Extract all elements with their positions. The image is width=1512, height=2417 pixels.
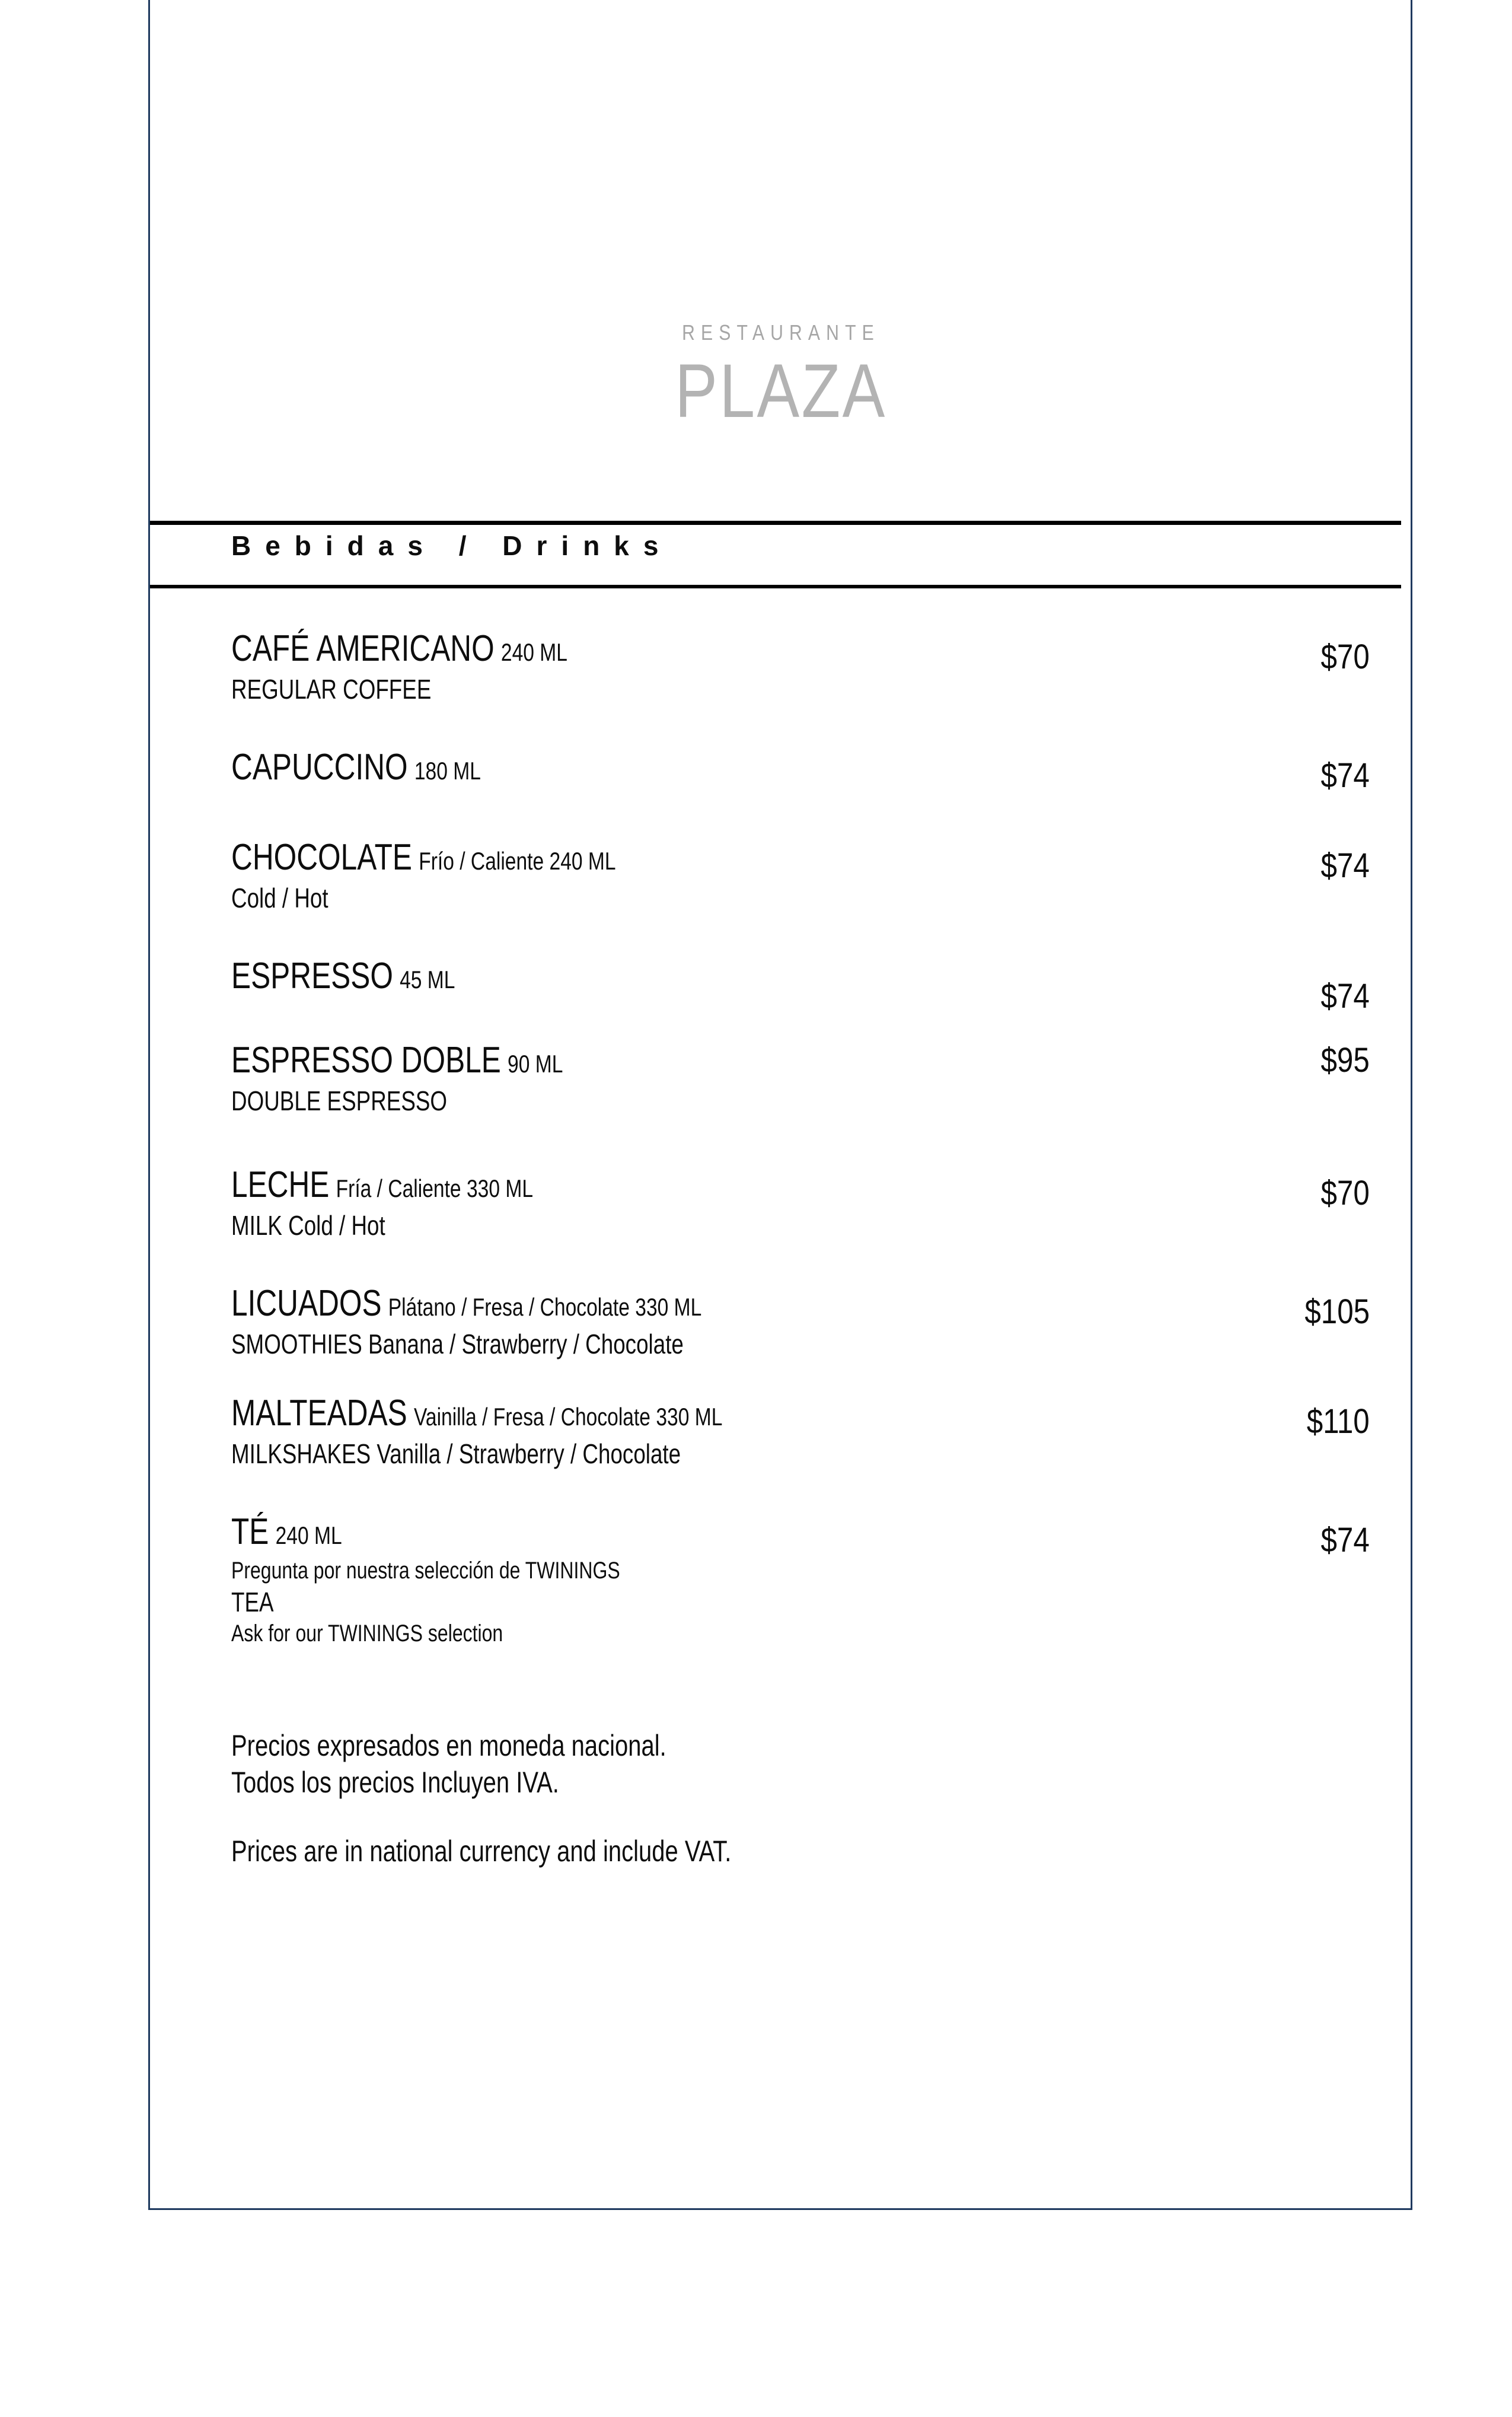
menu-item [231,747,1370,796]
item-title-line [231,956,1096,1000]
footer-line-en: Prices are in national currency and include VAT. [231,1835,732,1868]
section-title [231,527,672,565]
menu-list [231,629,1370,1690]
menu-item [231,629,1370,706]
menu-item-text [231,747,1312,791]
item-detail: Frío / Caliente 240 ML [419,847,616,875]
item-detail: 180 ML [414,757,481,785]
item-name: CAPUCCINO [231,747,408,788]
item-name: TÉ [231,1511,269,1552]
menu-item-text [231,629,1312,706]
item-title-line [231,747,1096,791]
item-price: $74 [1320,977,1370,1015]
item-subtitle: Pregunta por nuestra selección de TWININGS [231,1558,620,1584]
item-subtitle: MILKSHAKES Vanilla / Strawberry / Chocolate [231,1438,681,1469]
item-subtitle: DOUBLE ESPRESSO [231,1085,448,1116]
brand-tagline: RESTAURANTE [682,320,880,345]
item-name: ESPRESSO DOBLE [231,1040,501,1081]
brand-logo [149,319,1412,433]
item-price: $74 [1320,756,1370,795]
menu-item-text [231,1165,1312,1242]
item-price: $95 [1320,1041,1370,1079]
item-name: LICUADOS [231,1283,382,1324]
item-detail: Vainilla / Fresa / Chocolate 330 ML [413,1403,723,1431]
item-price: $105 [1304,1292,1370,1331]
item-subtitle: Cold / Hot [231,883,328,913]
section-rule-top [150,521,1401,525]
item-price: $74 [1320,846,1370,885]
item-name: CAFÉ AMERICANO [231,628,495,669]
item-detail: Plátano / Fresa / Chocolate 330 ML [388,1293,702,1321]
section-title-text: Bebidas / Drinks [231,530,673,561]
item-detail: 240 ML [500,638,567,666]
item-subtitle: SMOOTHIES Banana / Strawberry / Chocolate [231,1329,684,1359]
item-price: $74 [1320,1521,1370,1559]
item-title-line [231,629,1096,673]
item-price: $70 [1320,638,1370,676]
menu-item [231,1393,1370,1470]
item-title-line [231,1393,1083,1437]
menu-item [231,1040,1370,1117]
item-detail: Fría / Caliente 330 ML [336,1174,534,1202]
menu-item-text [231,1393,1296,1470]
footer-line-es-1: Precios expresados en moneda nacional. [231,1729,666,1762]
menu-item-text [231,837,1312,915]
item-subtitle: MILK Cold / Hot [231,1210,385,1241]
item-name: CHOCOLATE [231,837,412,878]
menu-item-text [231,956,1312,1000]
item-price: $110 [1306,1402,1370,1441]
item-price: $70 [1320,1174,1370,1212]
menu-item-text [231,1284,1293,1361]
menu-item [231,956,1370,1017]
footer-line-es-2: Todos los precios Incluyen IVA. [231,1766,559,1799]
menu-item-text [231,1040,1312,1117]
item-name: LECHE [231,1164,330,1205]
item-subtitle: REGULAR COFFEE [231,674,432,705]
menu-item [231,1512,1370,1648]
footer-note [231,1727,856,1870]
item-name: MALTEADAS [231,1393,407,1434]
item-detail: 90 ML [508,1050,563,1078]
item-title-line [231,1165,1096,1209]
item-title-line [231,1040,1096,1084]
menu-item [231,1165,1370,1242]
menu-item-text [231,1512,1312,1648]
item-title-line [231,837,1096,881]
item-detail: 240 ML [275,1521,342,1549]
item-detail: 45 ML [400,966,455,993]
item-subtitle: Ask for our TWININGS selection [231,1620,503,1647]
item-title-line [231,1284,1081,1327]
item-title-line [231,1512,1096,1556]
item-name: ESPRESSO [231,956,393,996]
item-subtitle: TEA [231,1587,274,1617]
brand-name: PLAZA [675,349,887,434]
section-rule-bottom [150,585,1401,588]
menu-item [231,837,1370,915]
menu-item [231,1284,1370,1361]
